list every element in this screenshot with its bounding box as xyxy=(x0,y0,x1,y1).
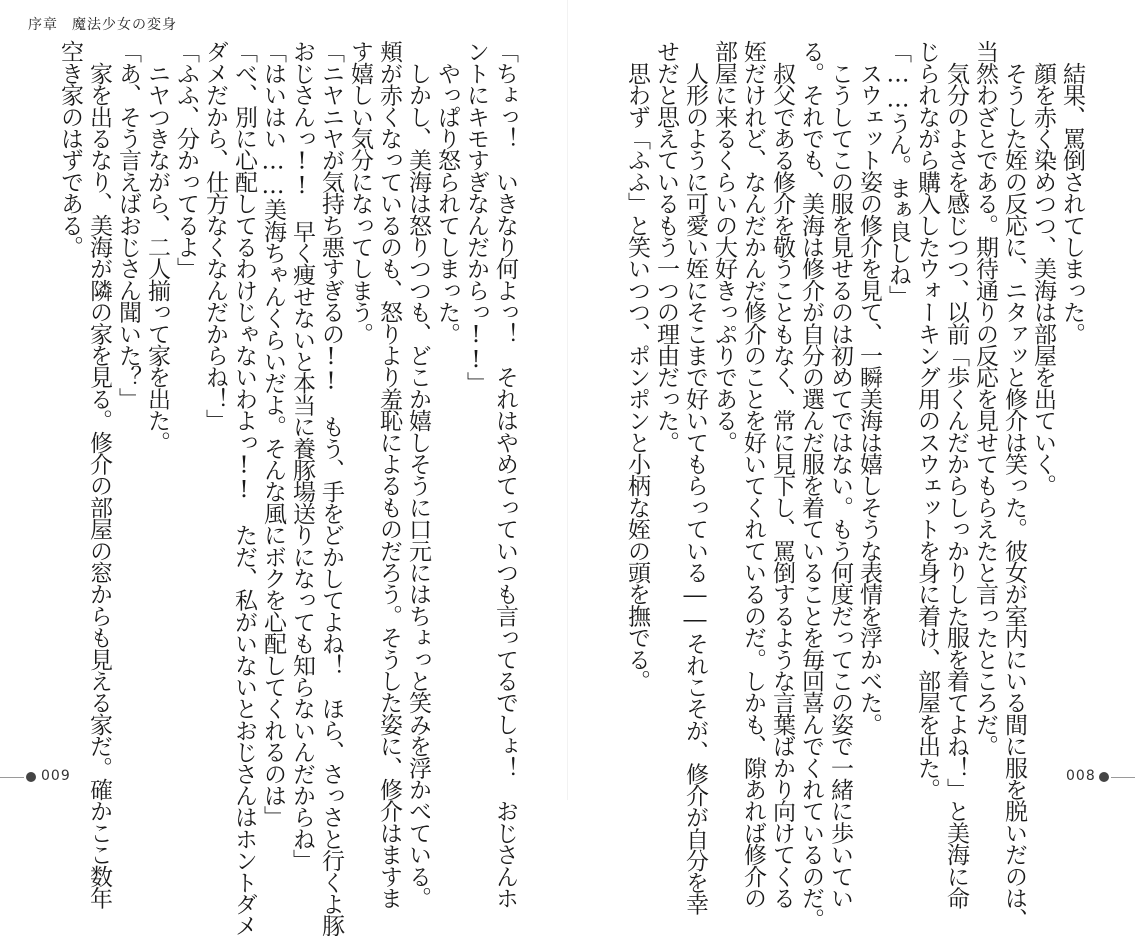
running-header xyxy=(28,14,177,34)
text-column: 叔父である修介を敬うこともなく、常に見下し、罵倒するような言葉ばかり向けてくる xyxy=(769,40,795,909)
text-column: 結果、罵倒されてしまった。 xyxy=(1059,40,1085,344)
footer-dot-right xyxy=(1099,772,1109,782)
text-column: 気分のよさを感じつつ、以前「歩くんだからしっかりした服を着てよね！」と美海に命 xyxy=(943,40,969,909)
text-column: す嬉しい気分になってしまう。 xyxy=(347,40,373,344)
text-column: 空き家のはずである。 xyxy=(57,40,83,258)
page-number-right: 008 xyxy=(1066,768,1096,784)
text-column: やっぱり怒られてしまった。 xyxy=(434,40,460,344)
text-column: 頬が赤くなっているのも、怒りより羞恥によるものだろう。そうした姿に、修介はますま xyxy=(376,40,402,909)
text-column: せだと思えているもう一つの理由だった。 xyxy=(653,40,679,453)
text-column: こうしてこの服を見せるのは初めてではない。もう何度だってこの姿で一緒に歩いてい xyxy=(827,40,853,909)
text-column: 顔を赤く染めつつ、美海は部屋を出ていく。 xyxy=(1030,40,1056,496)
footer-rule-left xyxy=(0,777,24,778)
text-column: 思わず「ふふ」と笑いつつ、ポンポンと小柄な姪の頭を撫でる。 xyxy=(624,40,650,692)
text-column: 「べ、別に心配してるわけじゃないわよっ!! ただ、私がいないとおじさんはホントダメ xyxy=(231,40,257,936)
text-column: 部屋に来るくらいの大好きっぷりである。 xyxy=(711,40,737,453)
text-column: 当然わざとである。期待通りの反応を見せてもらえたと言ったところだ。 xyxy=(972,40,998,757)
chapter-title: 魔法少女の変身 xyxy=(72,17,177,33)
text-column: じられながら購入したウォーキング用のスウェットを身に着け、部屋を出た。 xyxy=(914,40,940,800)
text-column: る。それでも、美海は修介が自分の選んだ服を着ていることを毎回喜んでくれているのだ。 xyxy=(798,40,824,930)
text-column: しかし、美海は怒りつつも、どこか嬉しそうに口元にはちょっと笑みを浮かべている。 xyxy=(405,40,431,909)
text-column: スウェット姿の修介を見て、一瞬美海は嬉しそうな表情を浮かべた。 xyxy=(856,40,882,735)
text-column: 「……うん。まぁ良しね」 xyxy=(885,40,911,307)
footer-dot-left xyxy=(26,772,36,782)
page-number-left: 009 xyxy=(41,768,71,784)
text-column: 「はいはい……美海ちゃんくらいだよ。そんな風にボクを心配してくれるのは」 xyxy=(260,40,286,828)
text-column: 「ちょっ！ いきなり何よっ！ それはやめてっていつも言ってるでしょ！ おじさんホ xyxy=(492,40,518,909)
footer-rule-right xyxy=(1111,777,1135,778)
text-column: ントにキモすぎなんだからっ!!」 xyxy=(463,40,489,394)
text-column: 「ふふ、分かってるよ」 xyxy=(173,40,199,279)
text-column: そうした姪の反応に、ニタァッと修介は笑った。彼女が室内にいる間に服を脱いだのは、 xyxy=(1001,40,1027,930)
text-column: 人形のように可愛い姪にそこまで好いてもらっている――それこそが、修介が自分を幸 xyxy=(682,40,708,915)
text-column: 家を出るなり、美海が隣の家を見る。修介の部屋の窓からも見える家だ。確かここ数年 xyxy=(86,40,112,909)
text-column: 姪だけれど、なんだかんだ修介のことを好いてくれているのだ。しかも、隙あれば修介の xyxy=(740,40,766,909)
text-column: ニヤつきながら、二人揃って家を出た。 xyxy=(144,40,170,453)
text-column: おじさんっ!! 早く痩せないと本当に養豚場送りになっても知らないんだからね」 xyxy=(289,40,315,871)
text-column: 「ニヤニヤが気持ち悪すぎるの!! もう、手をどかしてよね！ ほら、さっさと行くよ豚 xyxy=(318,40,344,936)
text-column: 「あ、そう言えばおじさん聞いた？」 xyxy=(115,40,141,409)
text-column: ダメだから、仕方なくなんだからね！」 xyxy=(202,40,228,431)
page-gutter xyxy=(567,0,568,800)
chapter-label: 序章 xyxy=(28,17,58,33)
